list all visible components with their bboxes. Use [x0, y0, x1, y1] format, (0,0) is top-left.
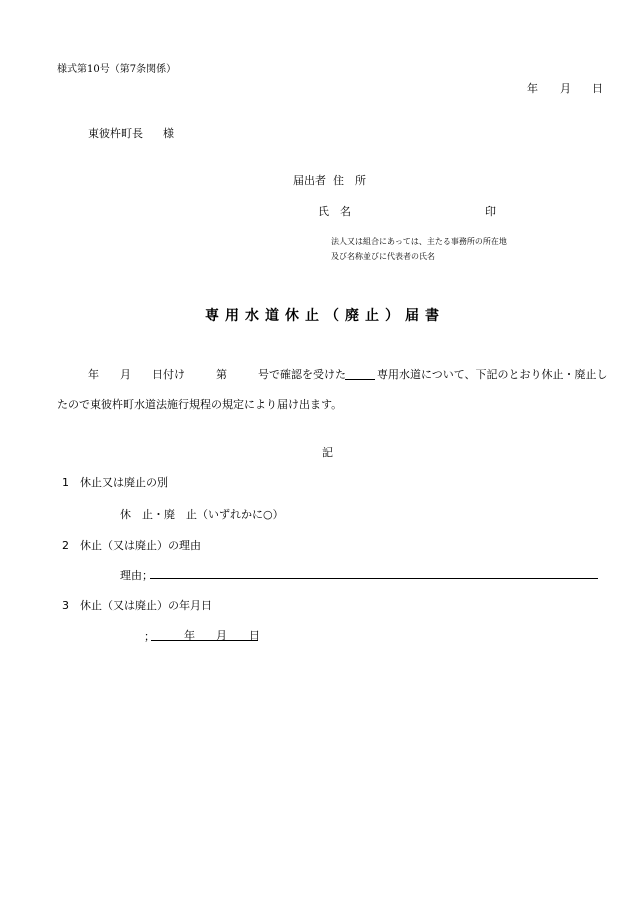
item3-year: 年: [184, 629, 195, 642]
address-label: 住 所: [333, 174, 366, 187]
applicant-role: 届出者: [293, 174, 326, 187]
item3-month: 月: [216, 629, 227, 642]
body-line2: たので東彼杵町水道法施行規程の規定により届け出ます。: [57, 398, 343, 411]
date-year-label: 年: [527, 82, 538, 95]
applicant-note-line1: 法人又は組合にあっては、主たる事務所の所在地: [331, 237, 507, 246]
item1-content: 休 止・廃 止（いずれかに○）: [120, 508, 284, 521]
item2-reason-label: 理由；: [120, 569, 153, 582]
water-supply-name-blank[interactable]: [345, 379, 375, 380]
addressee-name: 東彼杵町長: [88, 127, 143, 140]
ki-heading: 記: [322, 446, 333, 459]
body-month: 月: [120, 368, 131, 381]
item2-label: 2 休止（又は廃止）の理由: [62, 539, 201, 552]
applicant-note-line2: 及び名称並びに代表者の氏名: [331, 252, 435, 261]
seal-mark: 印: [485, 205, 496, 218]
body-dated: 日付け: [152, 368, 185, 381]
date-month-label: 月: [560, 82, 571, 95]
form-number: 様式第10号（第7条関係）: [57, 64, 177, 75]
body-text-after-blank: 専用水道について、下記のとおり休止・廃止し: [377, 368, 608, 381]
document-title: 専用水道休止（廃止）届書: [205, 308, 445, 324]
item3-label: 3 休止（又は廃止）の年月日: [62, 599, 212, 612]
item1-label: 1 休止又は廃止の別: [62, 476, 168, 489]
item3-separator: ；: [144, 630, 155, 643]
date-input-line[interactable]: [151, 640, 258, 641]
name-label: 氏 名: [318, 205, 351, 218]
body-confirm-text: 号で確認を受けた: [258, 368, 346, 381]
item3-day: 日: [249, 629, 260, 642]
body-year: 年: [88, 368, 99, 381]
addressee-honorific: 様: [163, 127, 174, 140]
body-no-prefix: 第: [216, 368, 227, 381]
date-day-label: 日: [592, 82, 603, 95]
reason-input-line[interactable]: [150, 578, 598, 579]
